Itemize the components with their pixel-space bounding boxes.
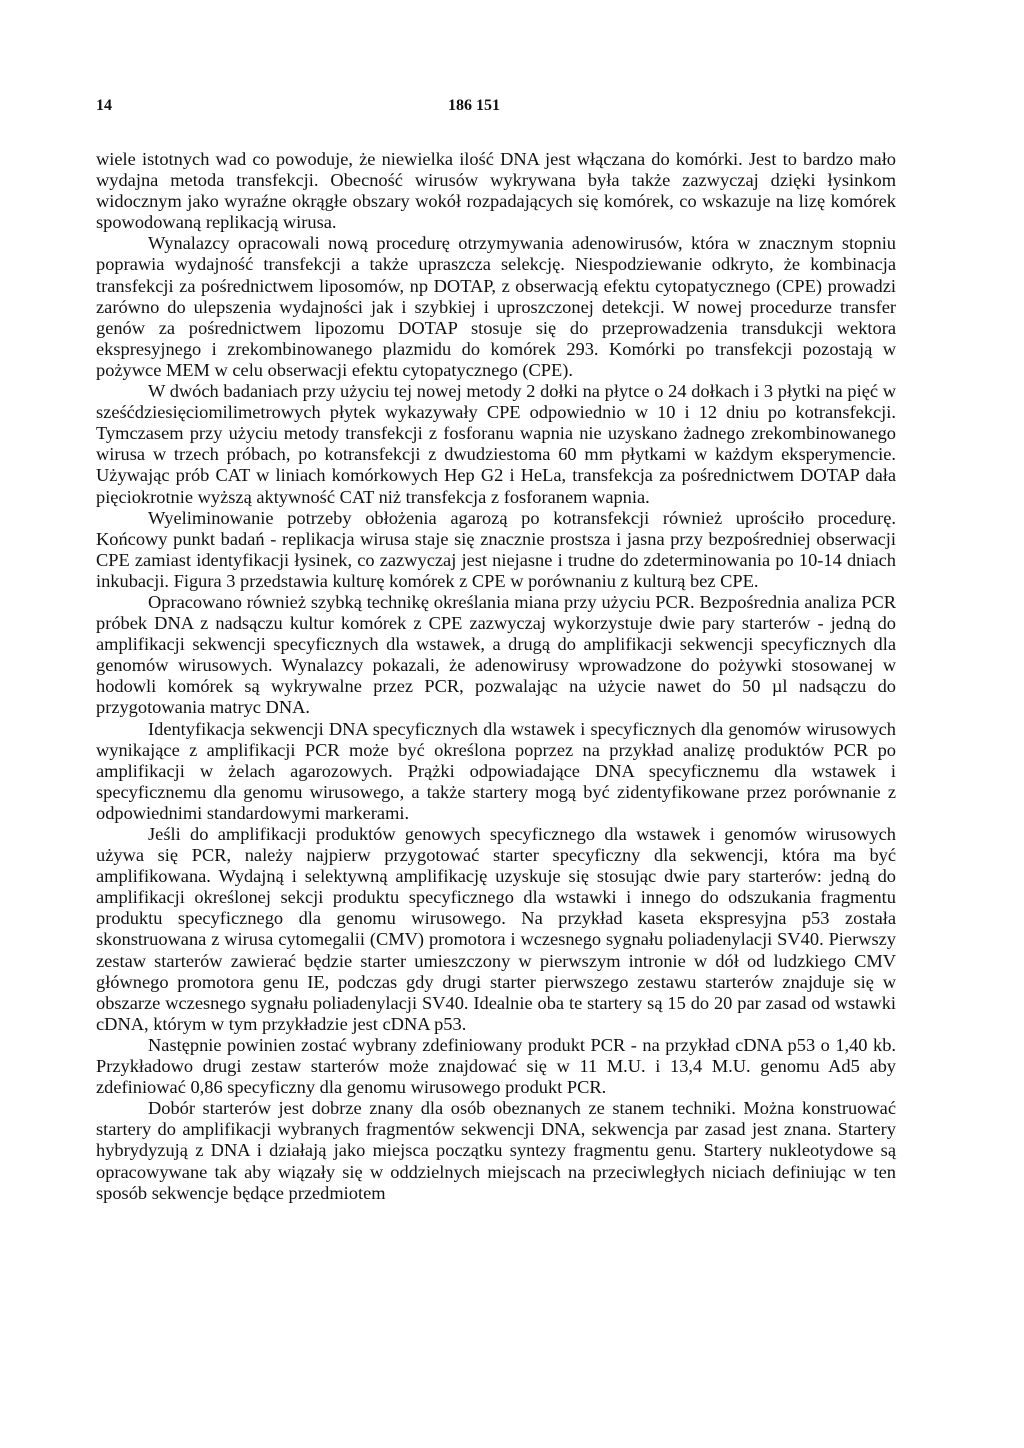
page-header (96, 97, 896, 121)
paragraph-3: W dwóch badaniach przy użyciu tej nowej metody 2 dołki na płytce o 24 dołkach i 3 płytki na pięć w sześćdziesięciomilimetrowych płytek wykazywały CPE odpowiednio w 10 i 12 dniu po kotransfekcji. Tymczasem przy użyciu metody transfekcji z fosforanu wapnia nie uzyskano żadnego zrekombinowanego wirusa w trzech próbach, po kotransfekcji z dwudziestoma 60 mm płytkami w każdym eksperymencie. Używając prób CAT w liniach komórkowych Hep G2 i HeLa, transfekcja za pośrednictwem DOTAP dała pięciokrotnie wyższą aktywność CAT niż transfekcja z fosforanem wapnia. (96, 381, 896, 507)
paragraph-6: Identyfikacja sekwencji DNA specyficznych dla wstawek i specyficznych dla genomów wirusowych wynikające z amplifikacji PCR może być określona poprzez na przykład analizę produktów PCR po amplifikacji w żelach agarozowych. Prążki odpowiadające DNA specyficznemu dla wstawek i specyficznemu dla genomu wirusowego, a także startery mogą być zidentyfikowane przez porównanie z odpowiednimi standardowymi markerami. (96, 718, 896, 823)
paragraph-5: Opracowano również szybką technikę określania miana przy użyciu PCR. Bezpośrednia analiza PCR próbek DNA z nadsączu kultur komórek z CPE zazwyczaj wykorzystuje dwie pary starterów - jedną do amplifikacji sekwencji specyficznych dla wstawek, a drugą do amplifikacji sekwencji specyficznych dla genomów wirusowych. Wynalazcy pokazali, że adenowirusy wprowadzone do pożywki stosowanej w hodowli komórek są wykrywalne przez PCR, pozwalając na użycie nawet do 50 µl nadsączu do przygotowania matryc DNA. (96, 591, 896, 718)
paragraph-4: Wyeliminowanie potrzeby obłożenia agarozą po kotransfekcji również uprościło procedurę. Końcowy punkt badań - replikacja wirusa staje się znacznie prostsza i jasna przy bezpośredniej obserwacji CPE zamiast identyfikacji łysinek, co zazwyczaj jest niejasne i trudne do zdeterminowania po 10-14 dniach inkubacji. Figura 3 przedstawia kulturę komórek z CPE w porównaniu z kulturą bez CPE. (96, 507, 896, 591)
page-number: 14 (96, 97, 112, 114)
paragraph-1: wiele istotnych wad co powoduje, że niewielka ilość DNA jest włączana do komórki. Jest to bardzo mało wydajna metoda transfekcji. Obecność wirusów wykrywana była także zazwyczaj dzięki łysinkom widocznym jako wyraźne okrągłe obszary wokół rozpadających się komórek, co wskazuje na lizę komórek spowodowaną replikacją wirusa. (96, 149, 896, 233)
paragraph-2: Wynalazcy opracowali nową procedurę otrzymywania adenowirusów, która w znacznym stopniu poprawia wydajność transfekcji a także upraszcza selekcję. Niespodziewanie odkryto, że kombinacja transfekcji za pośrednictwem liposomów, np DOTAP, z obserwacją efektu cytopatycznego (CPE) prowadzi zarówno do ulepszenia wydajności jak i szybkiej i uproszczonej detekcji. W nowej procedurze transfer genów za pośrednictwem lipozomu DOTAP stosuje się do przeprowadzenia transdukcji wektora ekspresyjnego i zrekombinowanego plazmidu do komórek 293. Komórki po transfekcji pozostają w pożywce MEM w celu obserwacji efektu cytopatycznego (CPE). (96, 233, 896, 380)
body-text (96, 149, 896, 1204)
paragraph-8: Następnie powinien zostać wybrany zdefiniowany produkt PCR - na przykład cDNA p53 o 1,40 kb. Przykładowo drugi zestaw starterów może znajdować się w 11 M.U. i 13,4 M.U. genomu Ad5 aby zdefiniować 0,86 specyficzny dla genomu wirusowego produkt PCR. (96, 1034, 896, 1098)
paragraph-9: Dobór starterów jest dobrze znany dla osób obeznanych ze stanem techniki. Można konstruować startery do amplifikacji wybranych fragmentów sekwencji DNA, sekwencja par zasad jest znana. Startery hybrydyzują z DNA i działają jako miejsca początku syntezy fragmentu genu. Startery nukleotydowe są opracowywane tak aby wiązały się w oddzielnych miejscach na przeciwległych niciach definiując w ten sposób sekwencje będące przedmiotem (96, 1098, 896, 1203)
patent-number: 186 151 (448, 97, 500, 114)
paragraph-7: Jeśli do amplifikacji produktów genowych specyficznego dla wstawek i genomów wirusowych używa się PCR, należy najpierw przygotować starter specyficzny dla sekwencji, która ma być amplifikowana. Wydajną i selektywną amplifikację uzyskuje się stosując dwie pary starterów: jedną do amplifikacji określonej sekcji produktu specyficznego dla wstawki i innego do odszukania fragmentu produktu specyficznego dla genomu wirusowego. Na przykład kaseta ekspresyjna p53 została skonstruowana z wirusa cytomegalii (CMV) promotora i wczesnego sygnału poliadenylacji SV40. Pierwszy zestaw starterów zawierać będzie starter umieszczony w pierwszym intronie w dół od ludzkiego CMV głównego promotora genu IE, podczas gdy drugi starter pierwszego zestawu starterów znajduje się w obszarze wczesnego sygnału poliadenylacji SV40. Idealnie oba te startery są 15 do 20 par zasad od wstawki cDNA, którym w tym przykładzie jest cDNA p53. (96, 824, 896, 1034)
